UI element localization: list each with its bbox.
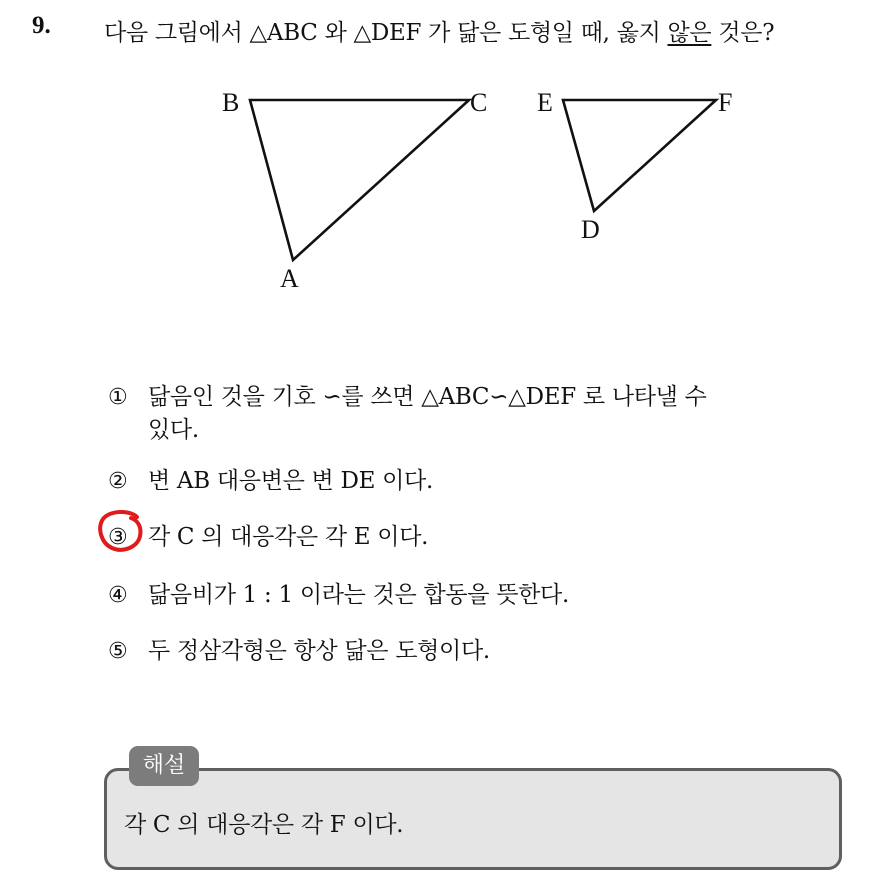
choice-2-text: 변 AB 대응변은 변 DE 이다.: [148, 468, 433, 494]
vertex-label-c: C: [470, 88, 488, 117]
choice-2-marker: ②: [108, 469, 128, 494]
choice-1[interactable]: [108, 378, 707, 444]
triangle-figure: [0, 0, 884, 330]
answer-circle-mark: [96, 508, 146, 554]
choice-5[interactable]: [108, 632, 490, 665]
choice-2[interactable]: [108, 462, 433, 495]
choice-5-marker: ⑤: [108, 639, 128, 664]
choice-1-text: 닮음인 것을 기호 ∽를 쓰면 △ABC∽△DEF 로 나타낼 수: [148, 384, 707, 410]
question-text-underlined: 않은: [667, 20, 712, 46]
choice-1-text-cont: 있다.: [148, 417, 199, 443]
vertex-label-b: B: [222, 88, 240, 117]
choice-3[interactable]: [108, 518, 428, 551]
question-text-part1: 다음 그림에서 △ABC 와 △DEF 가 닮은 도형일 때, 옳지: [104, 20, 668, 46]
vertex-label-a: A: [280, 264, 299, 293]
triangle-abc: [250, 100, 469, 260]
vertex-label-e: E: [537, 88, 553, 117]
solution-tag: 해설: [129, 746, 199, 786]
choice-5-text: 두 정삼각형은 항상 닮은 도형이다.: [148, 638, 490, 664]
choice-4-text: 닮음비가 1 : 1 이라는 것은 합동을 뜻한다.: [148, 582, 569, 608]
choice-1-marker: ①: [108, 385, 128, 410]
choice-3-text: 각 C 의 대응각은 각 E 이다.: [148, 524, 429, 550]
question-text-part2: 것은?: [711, 20, 775, 46]
triangle-def: [563, 100, 716, 211]
choice-4[interactable]: [108, 576, 569, 609]
choice-4-marker: ④: [108, 583, 128, 608]
vertex-label-f: F: [718, 88, 733, 117]
choice-3-marker: ③: [108, 525, 128, 550]
solution-text: 각 C 의 대응각은 각 F 이다.: [124, 812, 404, 838]
vertex-label-d: D: [581, 215, 600, 244]
question-number: 9.: [32, 12, 51, 39]
